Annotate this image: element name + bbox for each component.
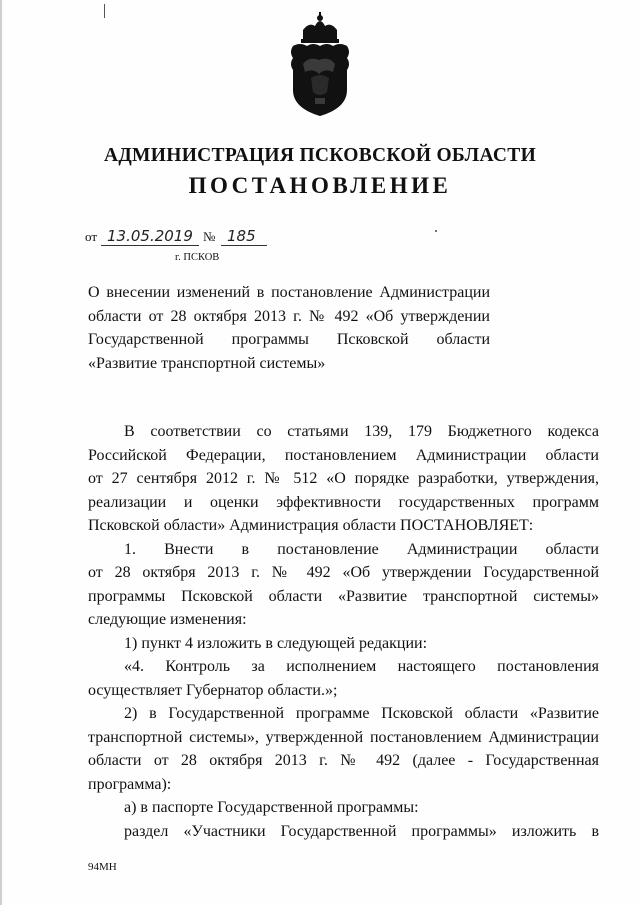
city-label: г. ПСКОВ [175, 252, 220, 263]
body-line: раздел «Участники Государственной программы» изложить в [124, 822, 599, 840]
scan-edge-line [0, 0, 2, 905]
body-line: Российской Федерации, постановлением Администрации области [88, 446, 599, 464]
body-line: В соответствии со статьями 139, 179 Бюджетного кодекса [124, 423, 599, 440]
body-line: области от 28 октября 2013 г. № 492 (далее - Государственная [88, 752, 599, 769]
subject-block [88, 281, 490, 375]
organization-title: АДМИНИСТРАЦИЯ ПСКОВСКОЙ ОБЛАСТИ [103, 145, 537, 166]
body-line: программа): [88, 775, 172, 793]
body-line: «4. Контроль за исполнением настоящего постановления [124, 658, 599, 675]
body-line: реализации и оценки эффективности государственных программ [88, 493, 599, 511]
date-number-row [85, 224, 275, 248]
body-line: осуществляет Губернатор области.»; [88, 681, 338, 699]
date-value: 13.05.2019 [107, 227, 193, 245]
date-prefix: от [85, 229, 98, 244]
subject-line: области от 28 октября 2013 г. № 492 «Об утверждении [88, 307, 490, 325]
body-line: транспортной системы», утвержденной постановлением Администрации [88, 728, 599, 746]
body-line: а) в паспорте Государственной программы: [124, 799, 419, 816]
body-line: 1. Внести в постановление Администрации области [124, 540, 599, 558]
body-line: 2) в Государственной программе Псковской области «Развитие [124, 705, 599, 722]
body-line: программы Псковской области «Развитие транспортной системы» [88, 587, 599, 605]
footer-code: 94МН [88, 861, 117, 873]
body-line: от 27 сентября 2012 г. № 512 «О порядке разработки, утверждения, [88, 470, 599, 487]
body-line: Псковской области» Администрация области ПОСТАНОВЛЯЕТ: [88, 517, 534, 534]
date-underline [101, 245, 199, 246]
subject-line: О внесении изменений в постановление Администрации [88, 284, 490, 301]
number-value: 185 [227, 227, 256, 245]
number-underline [221, 245, 267, 246]
subject-line: «Развитие транспортной системы» [88, 354, 326, 372]
document-type-title: ПОСТАНОВЛЕНИЕ [188, 173, 452, 198]
subject-line: Государственной программы Псковской области [88, 331, 490, 348]
body-line: следующие изменения: [88, 611, 247, 628]
body-line: 1) пункт 4 изложить в следующей редакции: [124, 634, 428, 652]
body-line: от 28 октября 2013 г. № 492 «Об утверждении Государственной [88, 564, 599, 581]
pskov-coat-of-arms-icon [285, 12, 355, 120]
body-text [88, 420, 599, 843]
scan-speck [104, 4, 105, 18]
scan-dot [435, 230, 437, 232]
number-prefix: № [203, 229, 216, 244]
